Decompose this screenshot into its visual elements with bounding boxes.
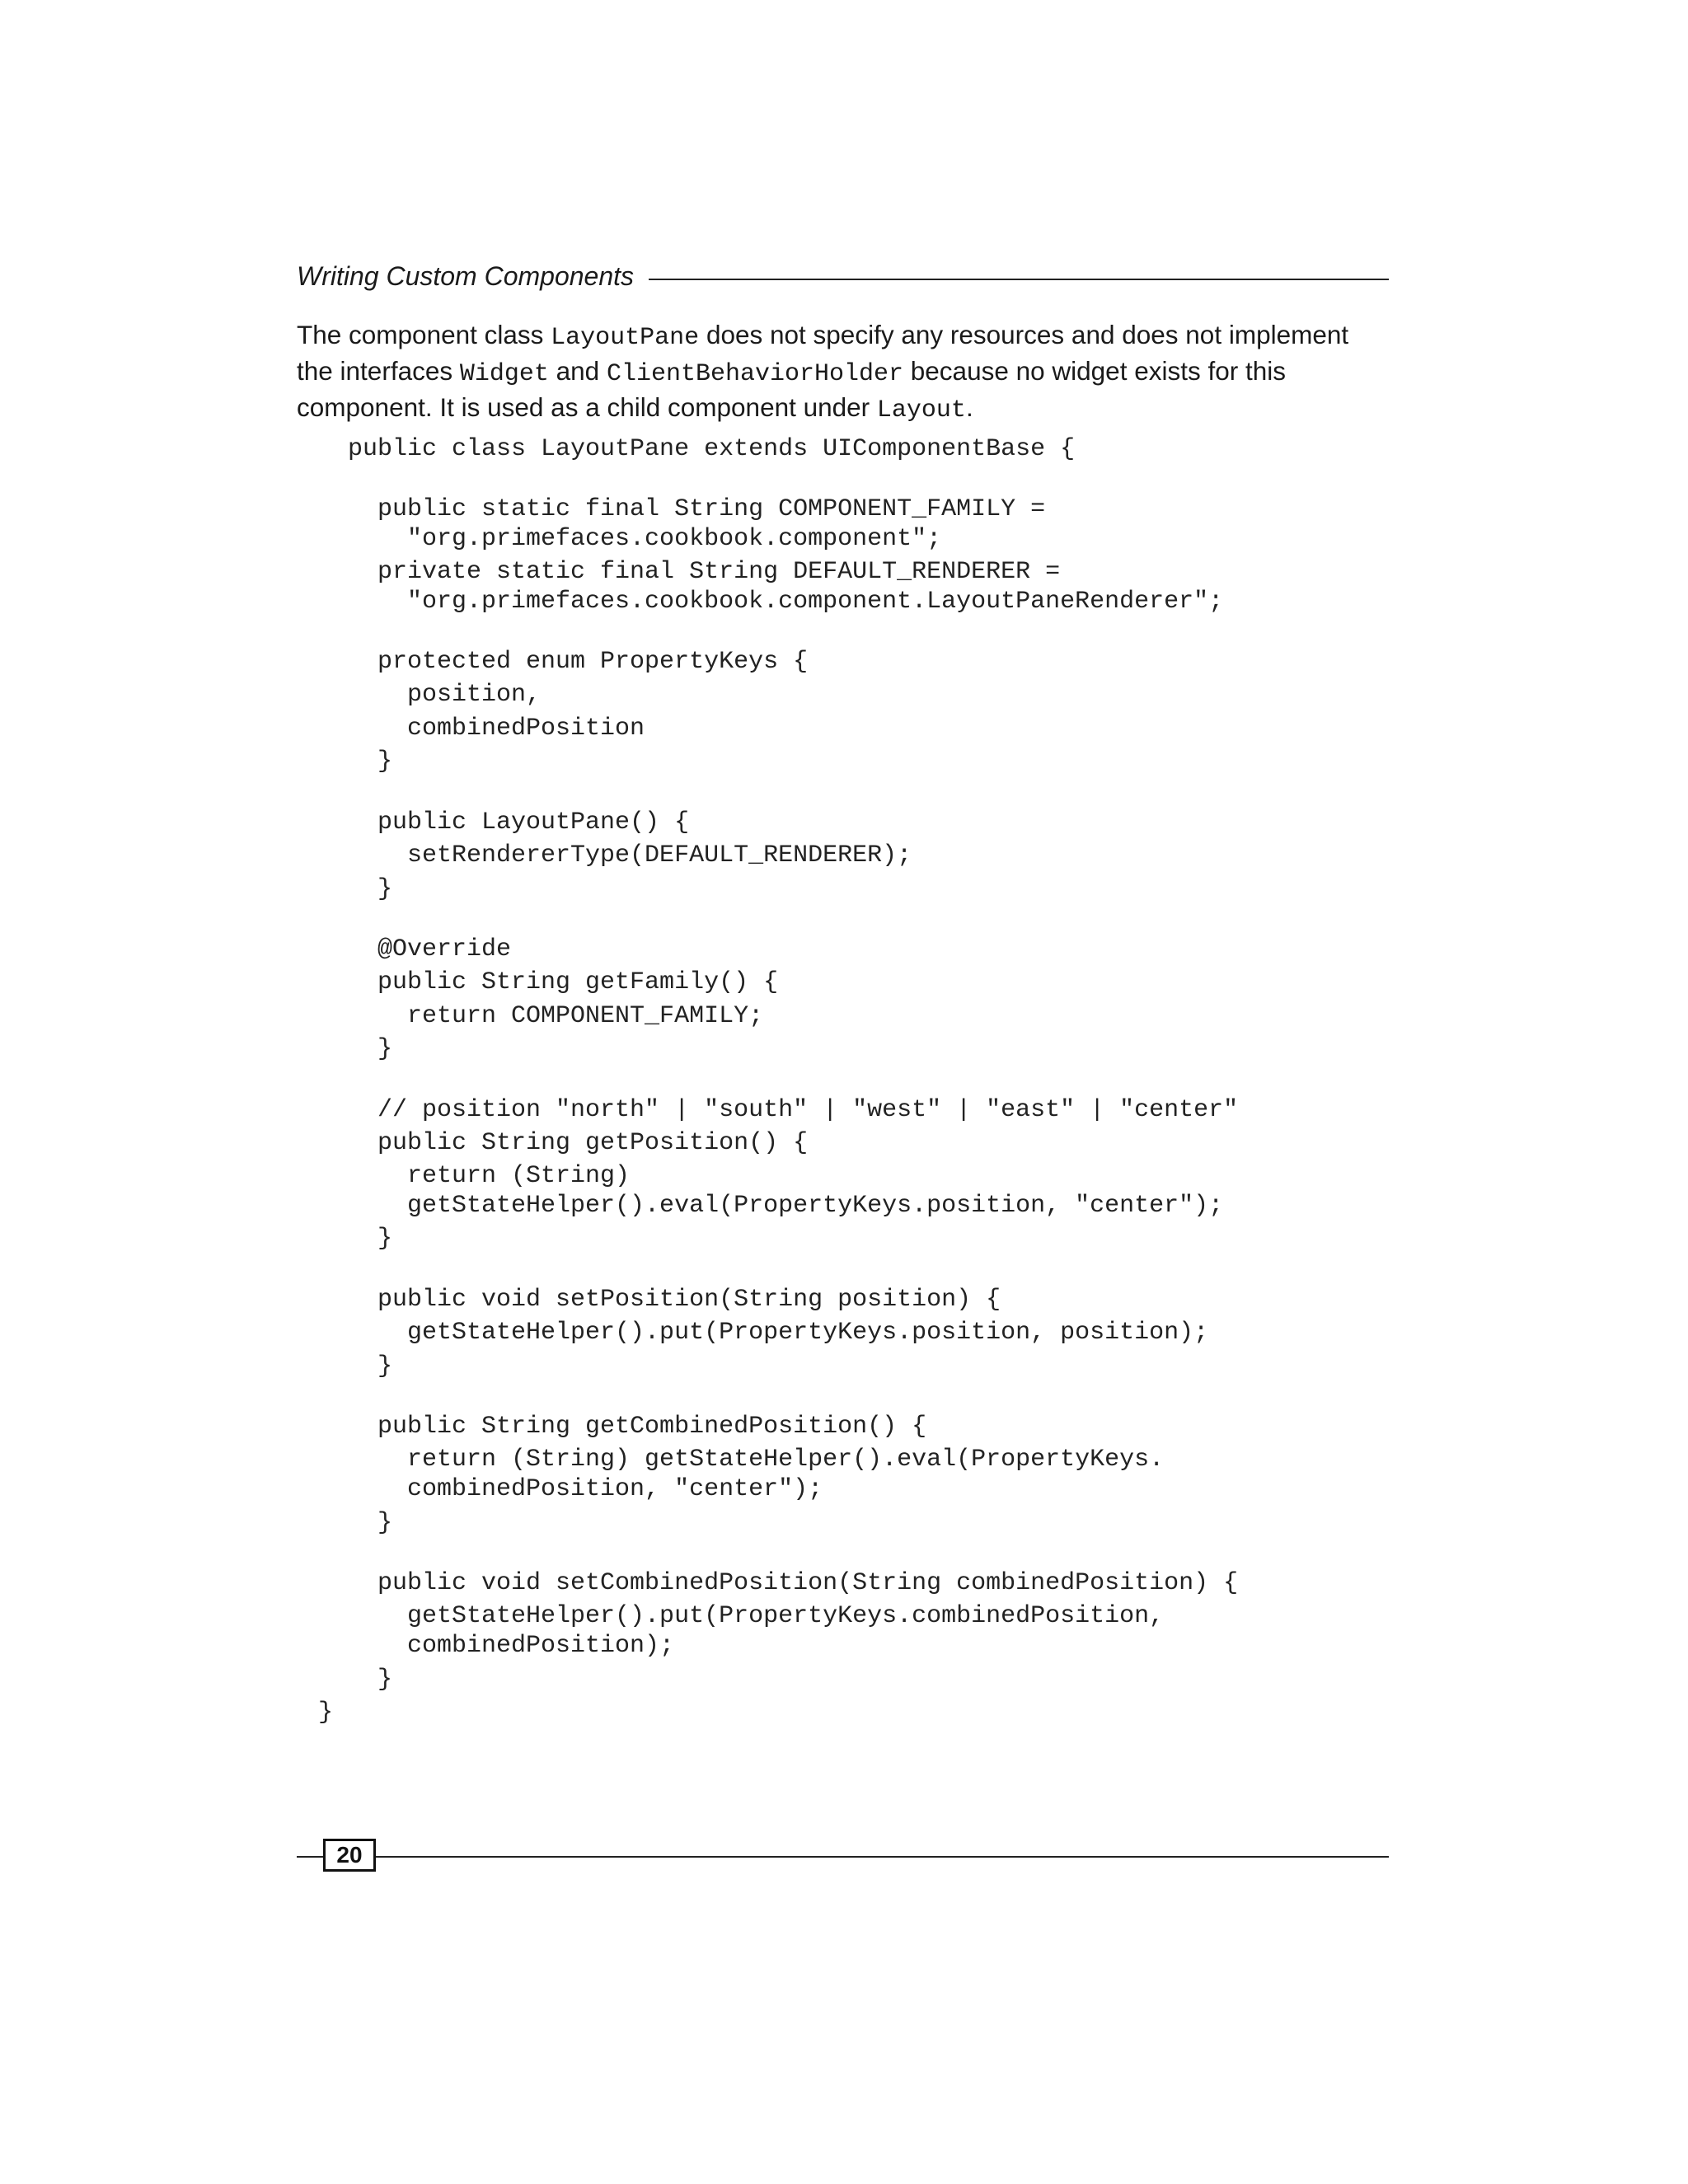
code-line: } (348, 875, 393, 903)
code-listing (318, 0, 1419, 1727)
code-line: protected enum PropertyKeys { (348, 648, 809, 676)
code-line: getStateHelper().put(PropertyKeys.combinedPosition, (348, 1602, 1165, 1630)
code-line: @Override (348, 935, 512, 963)
page-number: 20 (323, 1839, 376, 1872)
code-term-clientbehaviorholder: ClientBehaviorHolder (606, 360, 904, 388)
code-line: } (348, 748, 393, 776)
intro-text-2: does not specify any resources and does not implement the interfaces (297, 320, 1349, 386)
code-line: combinedPosition, "center"); (348, 1475, 823, 1503)
code-line: "org.primefaces.cookbook.component"; (348, 525, 942, 553)
code-line: } (348, 1352, 393, 1380)
code-line: position, (348, 681, 542, 709)
code-term-widget: Widget (459, 360, 549, 388)
code-line: public LayoutPane() { (348, 808, 690, 837)
footer-rule-left (297, 1856, 323, 1858)
code-line: } (318, 1699, 334, 1727)
code-line: return COMPONENT_FAMILY; (348, 1002, 764, 1030)
footer-rule-right (376, 1856, 1389, 1858)
intro-text-5: . (965, 392, 973, 422)
code-line: } (348, 1509, 393, 1537)
code-line: return (String) (348, 1162, 631, 1190)
code-line: } (348, 1666, 393, 1694)
code-line: private static final String DEFAULT_RENDERER = (348, 558, 1061, 586)
intro-text-4: because no widget exists for this component. It is used as a child component under (297, 356, 1287, 422)
code-line: public void setCombinedPosition(String combinedPosition) { (348, 1569, 1239, 1597)
code-line: public String getCombinedPosition() { (348, 1413, 927, 1441)
code-line: getStateHelper().put(PropertyKeys.position, position); (348, 1319, 1209, 1347)
code-line: } (348, 1035, 393, 1063)
code-line: // position "north" | "south" | "west" | "east" | "center" (348, 1096, 1239, 1124)
code-line: return (String) getStateHelper().eval(PropertyKeys. (348, 1446, 1165, 1474)
intro-text-3: and (548, 356, 607, 386)
code-line: public class LayoutPane extends UIComponentBase { (348, 435, 1076, 463)
code-line: public static final String COMPONENT_FAMILY = (348, 495, 1046, 523)
code-line: getStateHelper().eval(PropertyKeys.position, "center"); (348, 1192, 1224, 1220)
code-term-layout: Layout (876, 396, 966, 424)
chapter-title: Writing Custom Components (297, 260, 635, 291)
code-line: } (348, 1225, 393, 1253)
code-term-layoutpane: LayoutPane (551, 324, 700, 352)
page-footer (297, 1839, 1389, 1875)
code-line: combinedPosition); (348, 1632, 675, 1660)
intro-text-1: The component class (297, 320, 551, 349)
code-line: public String getPosition() { (348, 1129, 809, 1157)
code-line: combinedPosition (348, 715, 645, 743)
code-line: "org.primefaces.cookbook.component.LayoutPaneRenderer"; (348, 588, 1224, 616)
code-line: public String getFamily() { (348, 968, 779, 996)
code-line: setRendererType(DEFAULT_RENDERER); (348, 841, 912, 869)
code-line: public void setPosition(String position) { (348, 1286, 1001, 1314)
